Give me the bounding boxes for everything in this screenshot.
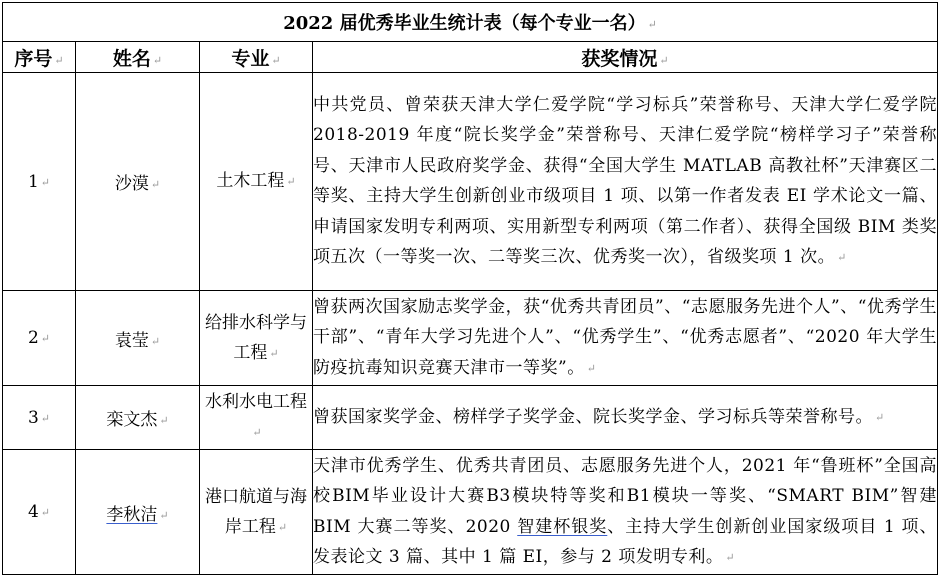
header-name: 姓名 ↵: [76, 42, 200, 73]
header-awards: 获奖情况 ↵: [313, 42, 938, 73]
table-row: [3, 73, 938, 291]
row-major: 港口航道与海岸工程 ↵: [200, 450, 313, 575]
header-major: 专业 ↵: [200, 42, 313, 73]
row-awards: 曾获国家奖学金、榜样学子奖学金、院长奖学金、学习标兵等荣誉称号。 ↵: [313, 386, 938, 450]
header-row: [3, 42, 938, 73]
title-row: [3, 3, 938, 42]
row-awards: 中共党员、曾荣获天津大学仁爱学院“学习标兵”荣誉称号、天津大学仁爱学院 2018-2019 年度“院长奖学金”荣誉称号、天津仁爱学院“榜样学习子”荣誉称号、天津市人民政府奖学金、获得“全国大学生 MATLAB 高教社杯”天津赛区二等奖、主持大学生创新创业市级项目 1 项、以第一作者发表 EI 学术论文一篇、申请国家发明专利两项、实用新型专利两项（第二作者）、获得全国级 BIM 类奖项五次（一等奖一次、二等奖三次、优秀奖一次），省级奖项 1 次。 ↵: [313, 73, 938, 291]
row-name: 沙漠 ↵: [76, 73, 200, 291]
paragraph-mark: ↵: [647, 18, 657, 31]
underlined-award: 智建杯银奖: [517, 516, 608, 537]
row-major: 给排水科学与工程 ↵: [200, 291, 313, 386]
row-seq: 1 ↵: [3, 73, 76, 291]
table-title: 2022 届优秀毕业生统计表（每个专业一名）: [283, 13, 646, 34]
row-major: 水利水电工程↵: [200, 386, 313, 450]
row-major: 土木工程 ↵: [200, 73, 313, 291]
row-name: 栾文杰 ↵: [76, 386, 200, 450]
row-seq: 2 ↵: [3, 291, 76, 386]
row-seq: 4 ↵: [3, 450, 76, 575]
award-table: [2, 2, 938, 575]
table-row: [3, 291, 938, 386]
table-title-cell: [3, 3, 938, 42]
row-name: 袁莹 ↵: [76, 291, 200, 386]
row-awards: 天津市优秀学生、优秀共青团员、志愿服务先进个人，2021 年“鲁班杯”全国高校BIM毕业设计大赛B3模块特等奖和B1模块一等奖、“SMART BIM”智建 BIM 大赛二等奖、2020 智建杯银奖、主持大学生创新创业国家级项目 1 项、发表论文 3 篇、其中 1 篇 EI，参与 2 项发明专利。 ↵: [313, 450, 938, 575]
row-awards: 曾获两次国家励志奖学金，获“优秀共青团员”、“志愿服务先进个人”、“优秀学生干部”、“青年大学习先进个人”、“优秀学生”、“优秀志愿者”、“2020 年大学生防疫抗毒知识竞赛天津市一等奖”。 ↵: [313, 291, 938, 386]
table-row: [3, 386, 938, 450]
header-seq: 序号 ↵: [3, 42, 76, 73]
row-name: 李秋洁 ↵: [76, 450, 200, 575]
row-seq: 3 ↵: [3, 386, 76, 450]
table-row: [3, 450, 938, 575]
